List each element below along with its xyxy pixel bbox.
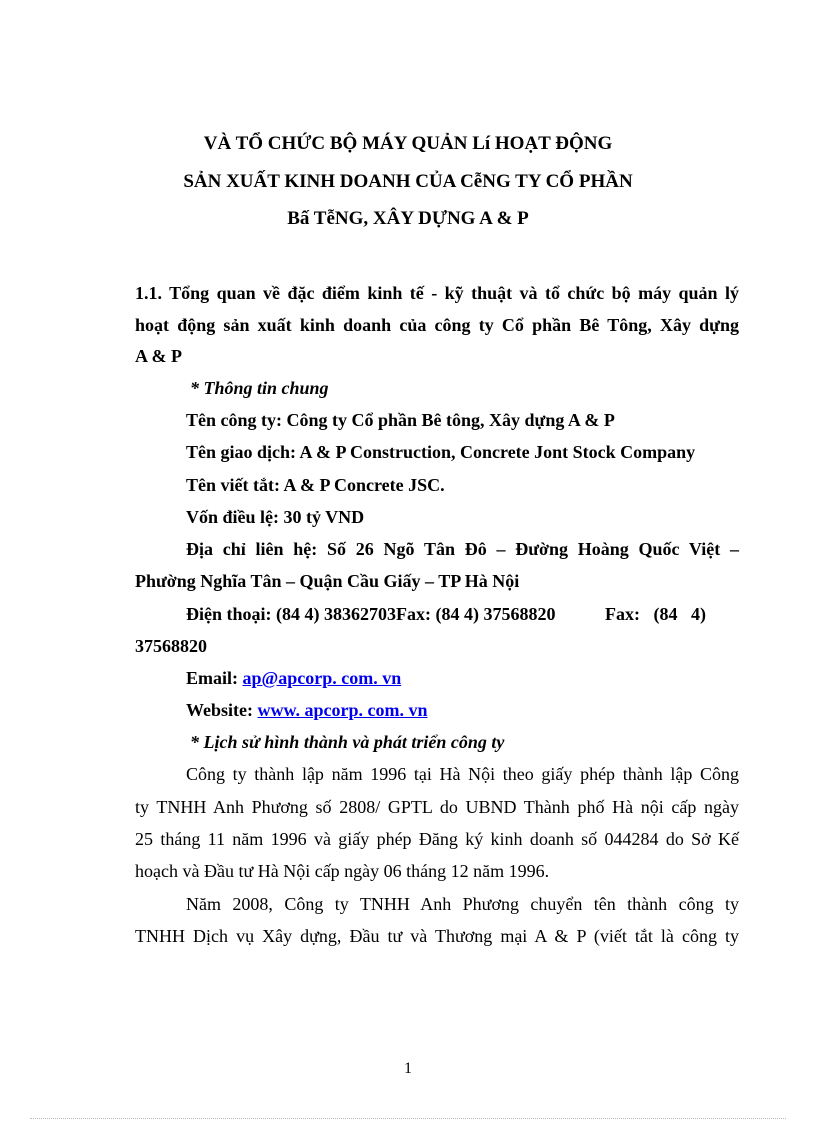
history-p1-line-4: hoạch và Đầu tư Hà Nội cấp ngày 06 tháng 12 năm 1996. xyxy=(135,861,550,881)
page-title-line-2: SẢN XUẤT KINH DOANH CỦA CễNG TY CỔ PHẦN xyxy=(183,171,633,192)
section-heading-line-3: A & P xyxy=(135,346,182,366)
email-row xyxy=(186,667,401,689)
website-row xyxy=(186,699,428,721)
page-title-line-1: VÀ TỔ CHỨC BỘ MÁY QUẢN Lí HOẠT ĐỘNG xyxy=(203,133,613,154)
history-p1-line-1: Công ty thành lập năm 1996 tại Hà Nội theo giấy phép thành lập Công xyxy=(186,764,739,784)
website-link[interactable]: www. apcorp. com. vn xyxy=(257,700,428,720)
history-p1-line-2: ty TNHH Anh Phương số 2808/ GPTL do UBND Thành phố Hà nội cấp ngày xyxy=(135,797,739,817)
company-name: Tên công ty: Công ty Cổ phần Bê tông, Xây dựng A & P xyxy=(186,410,615,430)
capital: Vốn điều lệ: 30 tỷ VND xyxy=(186,507,365,527)
short-name: Tên viết tắt: A & P Concrete JSC. xyxy=(186,475,445,495)
history-p1-line-3: 25 tháng 11 năm 1996 và giấy phép Đăng ký kinh doanh số 044284 do Sở Kế xyxy=(135,829,739,849)
website-label: Website: xyxy=(186,700,253,720)
page-title-line-3: Bấ TễNG, XÂY DỰNG A & P xyxy=(287,208,529,229)
email-link[interactable]: ap@apcorp. com. vn xyxy=(242,668,402,688)
trade-name: Tên giao dịch: A & P Construction, Concrete Jont Stock Company xyxy=(186,442,696,462)
address-line-1: Địa chỉ liên hệ: Số 26 Ngõ Tân Đô – Đường Hoàng Quốc Việt – xyxy=(186,539,739,559)
address-line-2: Phường Nghĩa Tân – Quận Cầu Giấy – TP Hà Nội xyxy=(135,571,520,591)
page-number: 1 xyxy=(404,1060,412,1077)
section-heading-line-2: hoạt động sản xuất kinh doanh của công ty Cổ phần Bê Tông, Xây dựng xyxy=(135,315,739,335)
history-p2-line-1: Năm 2008, Công ty TNHH Anh Phương chuyển tên thành công ty xyxy=(186,894,739,914)
phone-line-1: Điện thoại: (84 4) 38362703Fax: (84 4) 37568820 Fax: (84 4) xyxy=(186,604,706,624)
section-heading-line-1: 1.1. Tổng quan về đặc điểm kinh tế - kỹ thuật và tổ chức bộ máy quản lý xyxy=(135,283,739,303)
page-bottom-divider xyxy=(30,1118,786,1119)
history-heading: * Lịch sử hình thành và phát triển công ty xyxy=(190,732,505,752)
email-label: Email: xyxy=(186,668,238,688)
history-p2-line-2: TNHH Dịch vụ Xây dựng, Đầu tư và Thương mại A & P (viết tắt là công ty xyxy=(135,926,739,946)
phone-line-2: 37568820 xyxy=(135,636,207,656)
general-info-heading: * Thông tin chung xyxy=(190,378,329,398)
